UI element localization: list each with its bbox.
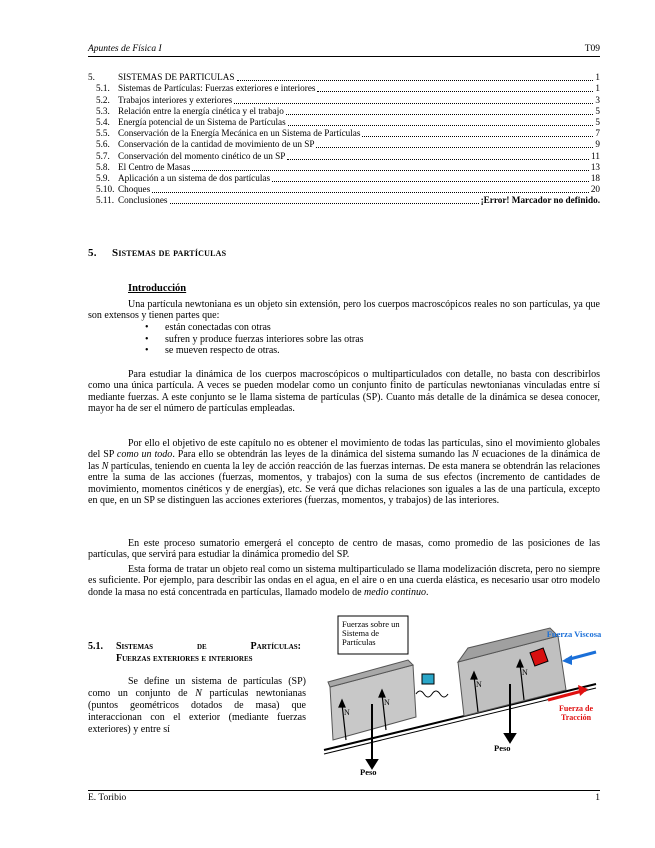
footer-author: E. Toribio: [88, 793, 127, 803]
toc-leader: [286, 113, 594, 115]
toc-number: 5.1.: [96, 83, 110, 94]
normal-label: N: [476, 680, 482, 689]
toc-title: Relación entre la energía cinética y el trabajo: [118, 105, 284, 116]
page-header: [88, 44, 600, 57]
paragraph-5: Esta forma de tratar un objeto real como un sistema multiparticulado se llama modelización discreta, pero no siempre es suficiente. Por ejemplo, para describir las ondas en el agua, en el aire o en una cuerda elástica, es necesario usar otro modelo donde la masa no está concentrada en partículas, llamado modelo de medio continuo.: [88, 564, 600, 598]
toc-leader: [287, 158, 589, 160]
toc-page: 1: [595, 72, 600, 83]
toc-page: 18: [590, 172, 600, 183]
toc-number: 5.8.: [96, 161, 110, 172]
intro-heading: Introducción: [128, 283, 187, 294]
toc-number: 5.10.: [96, 184, 115, 195]
list-item: • se mueven respecto de otras.: [145, 345, 364, 357]
weight-label-right: Peso: [494, 743, 511, 753]
toc-title: Trabajos interiores y exteriores: [118, 94, 233, 105]
toc-title: Conservación de la Energía Mecánica en un Sistema de Partículas: [118, 128, 361, 139]
toc-number: 5.11.: [96, 195, 115, 206]
toc-page: 1: [595, 83, 600, 94]
traction-label: Fuerza de Tracción: [559, 704, 593, 722]
toc-entry[interactable]: [88, 106, 600, 117]
forces-figure: [318, 612, 603, 784]
header-title: Apuntes de Física I: [88, 44, 162, 54]
header-code: T09: [584, 44, 600, 54]
viscous-arrow-head: [562, 655, 572, 665]
toc-leader: [316, 146, 593, 148]
page-footer: [88, 790, 600, 807]
toc-number: 5.9.: [96, 172, 110, 183]
toc-number: 5.5.: [96, 128, 110, 139]
toc-leader: [362, 135, 593, 137]
toc-title: Conclusiones: [118, 195, 168, 206]
toc-leader: [192, 169, 589, 171]
emphasis: como un todo: [116, 449, 173, 461]
toc-entry[interactable]: [88, 195, 600, 206]
viscous-label: Fuerza Viscosa: [546, 629, 602, 639]
toc-number: 5.: [88, 72, 95, 83]
toc-entry[interactable]: [88, 150, 600, 161]
normal-label: N: [522, 668, 528, 677]
toc-leader: [152, 191, 589, 193]
section-heading: [88, 247, 226, 259]
toc-title: El Centro de Masas: [118, 161, 191, 172]
toc-title: Conservación del momento cinético de un SP: [118, 150, 286, 161]
toc-entry[interactable]: [88, 83, 600, 94]
toc-entry[interactable]: [88, 139, 600, 150]
paragraph-4: En este proceso sumatorio emergerá el concepto de centro de masas, como promedio de las posiciones de las partículas, que servirá para estudiar la dinámica promedio del SP.: [88, 538, 600, 561]
paragraph-3: Por ello el objetivo de este capítulo no es obtener el movimiento de todas las partículas, sino el movimiento globales del SP como un todo. Para ello se obtendrán las leyes de la dinámica del sistema sumando las N ecuaciones de la dinámica de las N partículas, teniendo en cuenta la ley de acción reacción de las fuerzas internas. De esta manera se obtendrán las relaciones entre la suma de las acciones (fuerzas, momentos, y trabajos) con la suma de sus efectos (incremento de cantidades de movimiento, momentos cinéticos y de energías), etc. Se verá que dichas relaciones son iguales a las de una partícula, excepto en que, en un SP se distinguen las acciones exteriores (fuerzas, momentos, y trabajos) de las interiores.: [88, 438, 601, 507]
paragraph-1: Una partícula newtoniana es un objeto sin extensión, pero los cuerpos macroscópicos reales no son partículas, ya que son extensos y tienen partes que:: [88, 299, 600, 322]
toc-leader: [237, 79, 594, 81]
toc-page: 5: [595, 105, 600, 116]
toc-page: 3: [595, 94, 600, 105]
toc-title: Energía potencial de un Sistema de Partículas: [118, 116, 286, 127]
toc-number: 5.3.: [96, 105, 110, 116]
toc-title: Choques: [118, 184, 151, 195]
list-item: • están conectadas con otras: [145, 322, 364, 334]
toc-leader: [272, 180, 589, 182]
toc-title: SISTEMAS DE PARTICULAS: [118, 72, 235, 83]
toc-page: 11: [591, 150, 600, 161]
toc-entry[interactable]: [88, 72, 600, 83]
paragraph-2: Para estudiar la dinámica de los cuerpos macroscópicos o multiparticulados con detalle, no basta con describirlos como una única partícula. A veces se pueden modelar como un conjunto finito de partículas newtonianas vinculadas entre sí mediante fuerzas. A este conjunto se le llama sistema de partículas (SP). Cuanto más detalle de la dinámica se desea conocer, mayor ha de ser el número de partículas empleadas.: [88, 369, 600, 415]
subsection-title-line2: Fuerzas exteriores e interiores: [116, 653, 253, 664]
toc-title: Conservación de la cantidad de movimiento de un SP: [118, 139, 315, 150]
section-number: 5.: [88, 247, 97, 259]
toc-entry[interactable]: [88, 184, 600, 195]
weight-label-left: Peso: [360, 767, 377, 777]
toc-entry[interactable]: [88, 162, 600, 173]
toc-page: 5: [595, 116, 600, 127]
toc-entry[interactable]: [88, 117, 600, 128]
list-item: • sufren y produce fuerzas interiores sobre las otras: [145, 334, 364, 346]
subsection-heading: [88, 641, 303, 665]
paragraph-5-1: Se define un sistema de partículas (SP) como un conjunto de N partículas newtonianas (puntos geométricos dotados de masa) que interaccionan con el exterior (mediante fuerzas exteriores) y entre sí: [88, 676, 307, 735]
toc-page: 9: [595, 139, 600, 150]
toc-number: 5.7.: [96, 150, 110, 161]
page-number: 1: [595, 793, 600, 803]
toc-leader: [234, 102, 593, 104]
section-title: Sistemas de partículas: [112, 247, 227, 259]
normal-label: N: [344, 708, 350, 717]
toc-leader: [317, 90, 593, 92]
toc-leader: [288, 124, 594, 126]
subsection-number: 5.1.: [88, 641, 103, 652]
toc-page: ¡Error! Marcador no definido.: [480, 195, 600, 206]
toc-page: 7: [595, 128, 600, 139]
normal-label: N: [384, 698, 390, 707]
toc-entry[interactable]: [88, 173, 600, 184]
toc-leader: [170, 202, 479, 204]
toc-number: 5.6.: [96, 139, 110, 150]
toc-number: 5.2.: [96, 94, 110, 105]
toc-page: 13: [590, 161, 600, 172]
emphasis: medio continuo: [364, 586, 426, 598]
toc-title: Sistemas de Partículas: Fuerzas exteriores e interiores: [118, 83, 316, 94]
toc-number: 5.4.: [96, 116, 110, 127]
subsection-title-line1: Sistemas de Partículas:: [116, 641, 301, 652]
toc-page: 20: [590, 184, 600, 195]
bullet-list: [145, 322, 364, 357]
table-of-contents: [88, 72, 600, 206]
toc-entry[interactable]: [88, 94, 600, 105]
figure-caption: Fuerzas sobre un Sistema de Partículas: [342, 619, 400, 647]
coupler-box: [422, 674, 434, 684]
spring: [416, 691, 448, 697]
toc-entry[interactable]: [88, 128, 600, 139]
toc-title: Aplicación a un sistema de dos partículas: [118, 172, 271, 183]
